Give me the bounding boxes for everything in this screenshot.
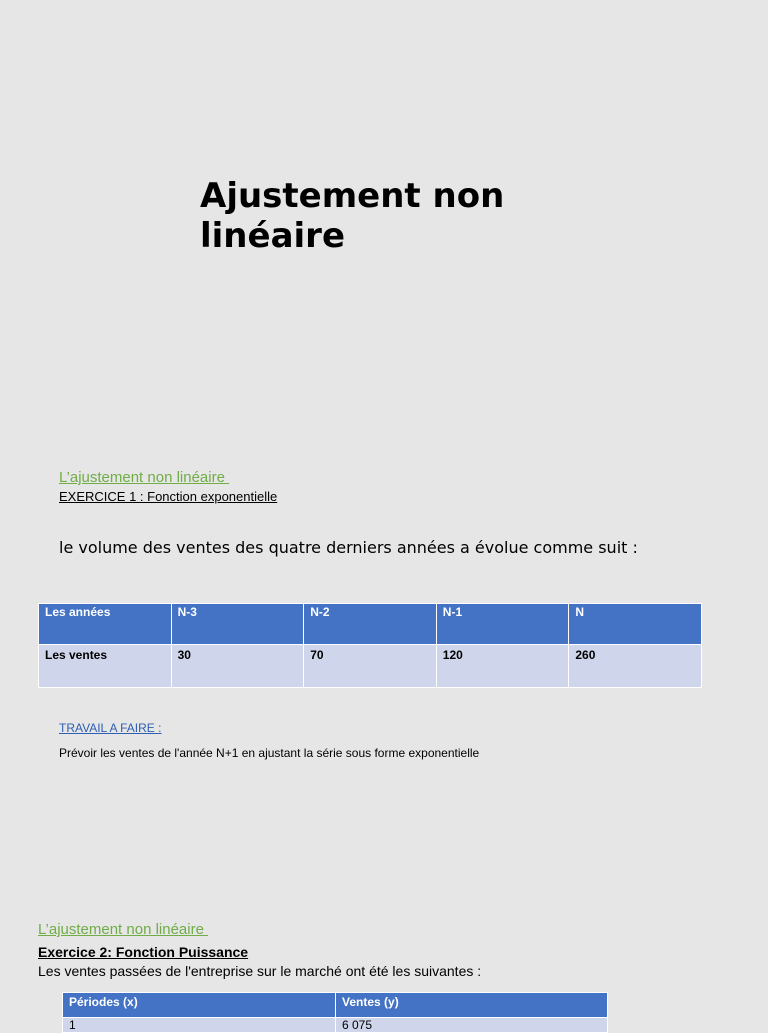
table-cell: 120 xyxy=(436,645,569,688)
table-cell: 30 xyxy=(171,645,304,688)
table-header-cell: Ventes (y) xyxy=(336,993,608,1018)
table-header-cell: N-3 xyxy=(171,604,304,645)
exercise-1-intro: le volume des ventes des quatre derniers années a évolue comme suit : xyxy=(59,538,638,557)
table-cell: 70 xyxy=(304,645,437,688)
table-row xyxy=(39,645,702,688)
table-cell: 1 xyxy=(63,1018,336,1033)
table-header-cell: Les années xyxy=(39,604,172,645)
sales-table-1 xyxy=(38,603,702,688)
table-header-cell: N xyxy=(569,604,702,645)
table-header-cell: N-1 xyxy=(436,604,569,645)
page-title: Ajustement non linéaire xyxy=(200,176,505,256)
task-text: Prévoir les ventes de l'année N+1 en ajustant la série sous forme exponentielle xyxy=(59,746,480,760)
table-header-row xyxy=(63,993,608,1018)
table-cell: 6 075 xyxy=(336,1018,608,1033)
exercise-2-title: Exercice 2: Fonction Puissance xyxy=(38,944,249,960)
section-heading-1: L’ajustement non linéaire xyxy=(59,469,230,486)
table-row xyxy=(63,1018,608,1033)
table-header-cell: Périodes (x) xyxy=(63,993,336,1018)
table-cell: 260 xyxy=(569,645,702,688)
exercise-1-title: EXERCICE 1 : Fonction exponentielle xyxy=(59,489,278,504)
table-header-cell: N-2 xyxy=(304,604,437,645)
exercise-2-intro: Les ventes passées de l'entreprise sur le marché ont été les suivantes : xyxy=(38,963,482,979)
task-title-colon: : xyxy=(158,721,162,735)
table-header-row xyxy=(39,604,702,645)
task-title xyxy=(59,721,162,735)
task-title-label: TRAVAIL A FAIRE xyxy=(59,721,159,735)
section-heading-2: L’ajustement non linéaire xyxy=(38,921,209,938)
table-cell: Les ventes xyxy=(39,645,172,688)
sales-table-2 xyxy=(62,992,608,1033)
